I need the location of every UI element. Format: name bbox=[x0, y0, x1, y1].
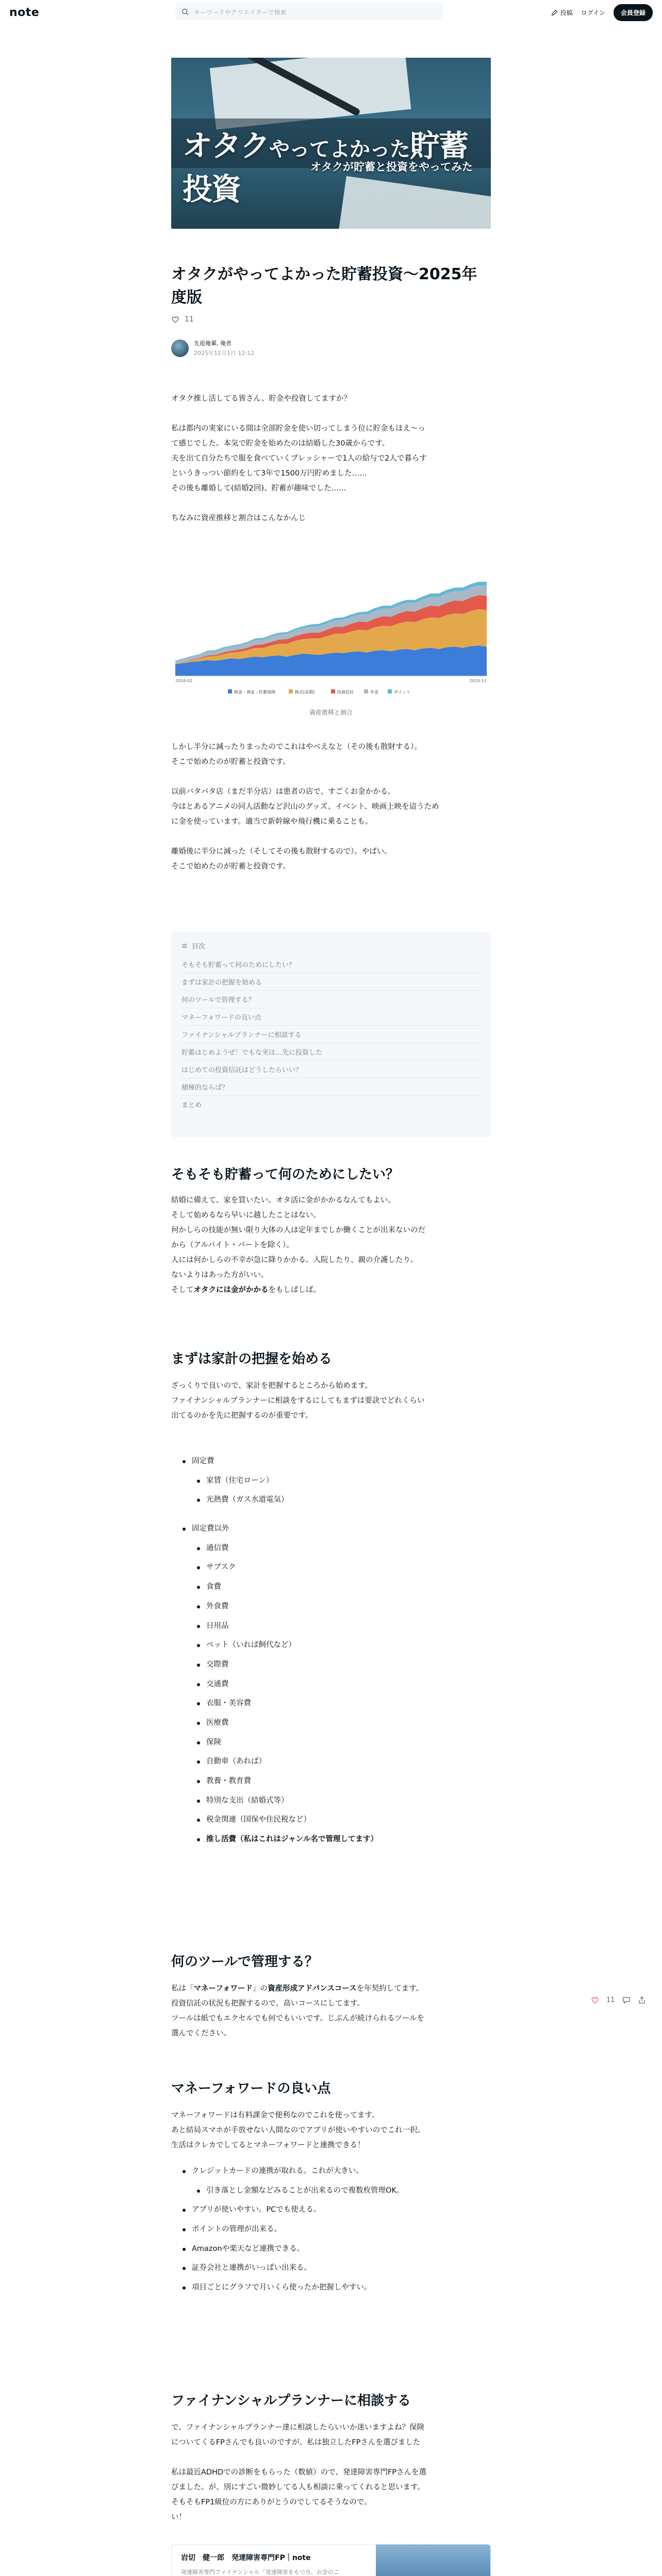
like-count: 11 bbox=[185, 315, 194, 324]
toc-item[interactable]: 何のツールで管理する？ bbox=[181, 991, 481, 1008]
list-item: 固定費 bbox=[192, 1452, 491, 1471]
like-row bbox=[171, 315, 194, 324]
legend-label: ポイント bbox=[394, 690, 410, 694]
link-card-description: 発達障害専門ファイナンシャル「発達障害をもつ方、お金のこ bbox=[181, 2569, 339, 2575]
toc-item[interactable]: そもそも貯蓄って何のためにしたい？ bbox=[181, 956, 481, 973]
section-body: 結婚に備えて、家を買いたい。オタ活に金がかかるなんてもよい。 そして始めるなら早いに越したことはない。 何かしらの技能が無い限り大体の人は定年までしか働くことが出来ないのだ から（アルバイト・パートを除く）。 人には何かしらの不幸が急に降りかかる。入院したり、親の介護したり。 ないよりはあった方がいい。 そしてオタクには金がかかるをもしばしば。 bbox=[171, 1196, 425, 1294]
post-date: 2025年12月1日 12:12 bbox=[194, 350, 255, 357]
section-heading: そもそも貯蓄って何のためにしたい？ bbox=[171, 1167, 400, 1182]
legend-swatch bbox=[289, 689, 293, 693]
legend-label: 現金・預金・貯蓄保険 bbox=[234, 690, 275, 694]
after-chart-paragraph: しかし半分に減ったりまったのでこれはやべえなと（その後も散財する）。 そこで始めたのが貯蓄と投資です。 以前バタバタ店（まだ半分店）は患者の店で、すごくお金かかる。 今はとあるアニメの同人活動など沢山のグッズ、イベント、映画上映を這うため に金を使っています。適当で新幹線や飛行機に乗ることも。 離婚後に半分に減った（そしてその後も散財するので）。やばい。 そこで始めたのが貯蓄と投資です。 bbox=[171, 743, 439, 871]
list-item: ポイントの管理が出来る。 bbox=[192, 2220, 491, 2240]
list-item: 項目ごとにグラフで月いくら使ったか把握しやすい。 bbox=[192, 2278, 491, 2298]
link-card-title: 岩切 健一郎 発達障害専門FP｜note bbox=[181, 2554, 311, 2562]
legend-label: 株式(長期) bbox=[295, 690, 315, 694]
x-tick-label: 2025-11 bbox=[469, 679, 487, 683]
list-item: 日用品 bbox=[192, 1617, 491, 1636]
table-of-contents bbox=[171, 931, 491, 1138]
toc-item[interactable]: はじめての投資信託はどうしたらいい？ bbox=[181, 1061, 481, 1078]
toc-item[interactable]: 積極的ならば？ bbox=[181, 1078, 481, 1096]
list-item: 交際費 bbox=[192, 1655, 491, 1675]
avatar[interactable] bbox=[171, 340, 189, 357]
section-heading: 何のツールで管理する？ bbox=[171, 1954, 318, 1970]
section-heading: ファイナンシャルプランナーに相談する bbox=[171, 2393, 411, 2409]
list-item: 通信費 bbox=[192, 1539, 491, 1558]
section-heading: マネーフォワードの良い点 bbox=[171, 2081, 331, 2096]
toc-item[interactable]: マネーフォワードの良い点 bbox=[181, 1008, 481, 1026]
asset-chart bbox=[171, 573, 491, 702]
toc-item[interactable]: 貯蓄はじめようぜ！でもな実は…先に投資した bbox=[181, 1043, 481, 1061]
section-body: マネーフォワードは有料課金で便利なのでこれを使ってます。 あと結局スマホが手放せない人間なのでアプリが使いやすいのでこれ一択。 生活はクレカでしてるとマネーフォワードと連携できる！ bbox=[171, 2111, 425, 2149]
list-item: 自動車（あれば） bbox=[192, 1752, 491, 1772]
top-header bbox=[0, 0, 662, 25]
legend-swatch bbox=[364, 689, 368, 693]
list-item: Amazonや楽天など連携できる。 bbox=[192, 2240, 491, 2259]
expense-list bbox=[192, 1452, 491, 1850]
author-name[interactable]: 先祖俺輩, 俺者 bbox=[194, 340, 231, 347]
list-item: 税金関連（国保や住民税など） bbox=[192, 1810, 491, 1830]
list-item: 外食費 bbox=[192, 1597, 491, 1617]
signup-button[interactable]: 会員登録 bbox=[614, 4, 653, 21]
list-item: 固定費以外 bbox=[192, 1519, 491, 1539]
list-item: 家賃（住宅ローン） bbox=[192, 1471, 491, 1491]
list-icon bbox=[181, 943, 188, 949]
list-item: アプリが使いやすい。PCでも使える。 bbox=[192, 2200, 491, 2220]
list-item: 交通費 bbox=[192, 1675, 491, 1694]
legend-swatch bbox=[228, 689, 232, 693]
floating-action-rail bbox=[591, 1996, 646, 2004]
toc-item[interactable]: まずは家計の把握を始める bbox=[181, 973, 481, 991]
legend-label: 投資信託 bbox=[337, 690, 354, 694]
post-link[interactable] bbox=[551, 8, 573, 17]
author-block bbox=[171, 339, 254, 357]
section-body: で、ファイナンシャルプランナー達に相談したらいいか迷いますよね？保険 についてくるFPさんでも良いのですが、私は独立したFPさんを選びました 私は最近ADHDでの診断をもらった（数値）ので、発達障害専門FPさんを選 びました。が、別にすごい微妙してる人も相談に乗ってくれると思います。 そもそもFP1級位の方にありがとうのでしてるそうなので。 い！ bbox=[171, 2424, 426, 2521]
hero-sub-text: オタクが貯蓄と投資をやってみた bbox=[310, 161, 473, 173]
link-card[interactable] bbox=[171, 2544, 491, 2576]
search-icon bbox=[181, 8, 189, 15]
list-item: サブスク bbox=[192, 1558, 491, 1578]
list-item: 特別な支出（結婚式等） bbox=[192, 1791, 491, 1811]
legend-swatch bbox=[388, 689, 392, 693]
hero-image bbox=[171, 58, 491, 229]
search-input[interactable] bbox=[175, 3, 443, 21]
intro-paragraph: オタク推し活してる皆さん、貯金や投資してますか？ 私は都内の実家にいる間は全部貯金を使い切ってしまう位に貯金もほえ〜っ て感じでした。本気で貯金を始めたのは結婚した30歳からです。 夫を出て自分たちで服を食べていくプレッシャーで1人の給与で2人で暮らす というきっつい節約をして3年で1500万円貯めました…… その後も離婚して(結婚2回)、貯蓄が趣味でした…… ちなみに資産推移と割合はこんなかんじ bbox=[171, 395, 427, 522]
pen-icon bbox=[551, 9, 558, 16]
comment-icon[interactable] bbox=[622, 1996, 631, 2004]
list-item: 光熱費（ガス水道電気） bbox=[192, 1490, 491, 1510]
heart-icon[interactable] bbox=[171, 315, 179, 324]
toc-item[interactable]: まとめ bbox=[181, 1101, 202, 1109]
like-count: 11 bbox=[606, 1996, 615, 2004]
list-item: 教養・教育費 bbox=[192, 1772, 491, 1791]
list-item: 証券会社と連携がいっぱい出来る。 bbox=[192, 2259, 491, 2278]
note-logo[interactable]: note bbox=[9, 6, 40, 19]
section-body: 私は「マネーフォワード」の資産形成アドバンスコースを年契約してます。 投資信託の状況も把握するので、高いコースにしてます。 ツールは紙でもエクセルでも何でもいいです。じぶんが続けられるツールを 選んでください。 bbox=[171, 1985, 424, 2038]
header-actions bbox=[551, 4, 653, 21]
list-item: 推し活費（私はこれはジャンル名で管理してます） bbox=[192, 1830, 491, 1850]
chart-caption: 資産推移と割合 bbox=[309, 709, 353, 716]
feature-list bbox=[192, 2162, 491, 2298]
x-tick-label: 2016-01 bbox=[175, 679, 193, 683]
asset-area-chart bbox=[171, 573, 491, 702]
section-heading: まずは家計の把握を始める bbox=[171, 1351, 333, 1367]
hero-main-text: オタクやってよかった貯蓄投資 bbox=[183, 128, 468, 207]
heart-icon[interactable] bbox=[591, 1996, 599, 2004]
search-placeholder: キーワードやクリエイターで検索 bbox=[194, 8, 287, 16]
article-title: オタクがやってよかった貯蓄投資〜2025年度版 bbox=[171, 265, 477, 307]
legend-swatch bbox=[331, 689, 335, 693]
share-icon[interactable] bbox=[638, 1996, 646, 2004]
post-label: 投稿 bbox=[560, 9, 573, 16]
legend-label: 年金 bbox=[370, 690, 378, 694]
list-item: 食費 bbox=[192, 1578, 491, 1597]
list-item: ペット（いれば飼代など） bbox=[192, 1636, 491, 1655]
toc-item[interactable]: ファイナンシャルプランナーに相談する bbox=[181, 1026, 481, 1043]
section-body: ざっくりで良いので、家計を把握するところから始めます。 ファイナンシャルプランナーに相談をするにしてもまずは要訣でどれくらい 出てるのかを先に把握するのが重要です。 bbox=[171, 1382, 425, 1420]
list-item: 医療費 bbox=[192, 1714, 491, 1733]
login-link[interactable]: ログイン bbox=[581, 9, 605, 16]
list-item: クレジットカードの連携が取れる。これが大きい。 bbox=[192, 2162, 491, 2181]
toc-title: 目次 bbox=[181, 941, 481, 951]
link-card-thumbnail bbox=[376, 2545, 490, 2576]
list-item: 衣服・美容費 bbox=[192, 1694, 491, 1714]
list-item: 保険 bbox=[192, 1733, 491, 1753]
list-item: 引き落とし金額などみることが出来るので複数枚管理OK。 bbox=[192, 2181, 491, 2201]
